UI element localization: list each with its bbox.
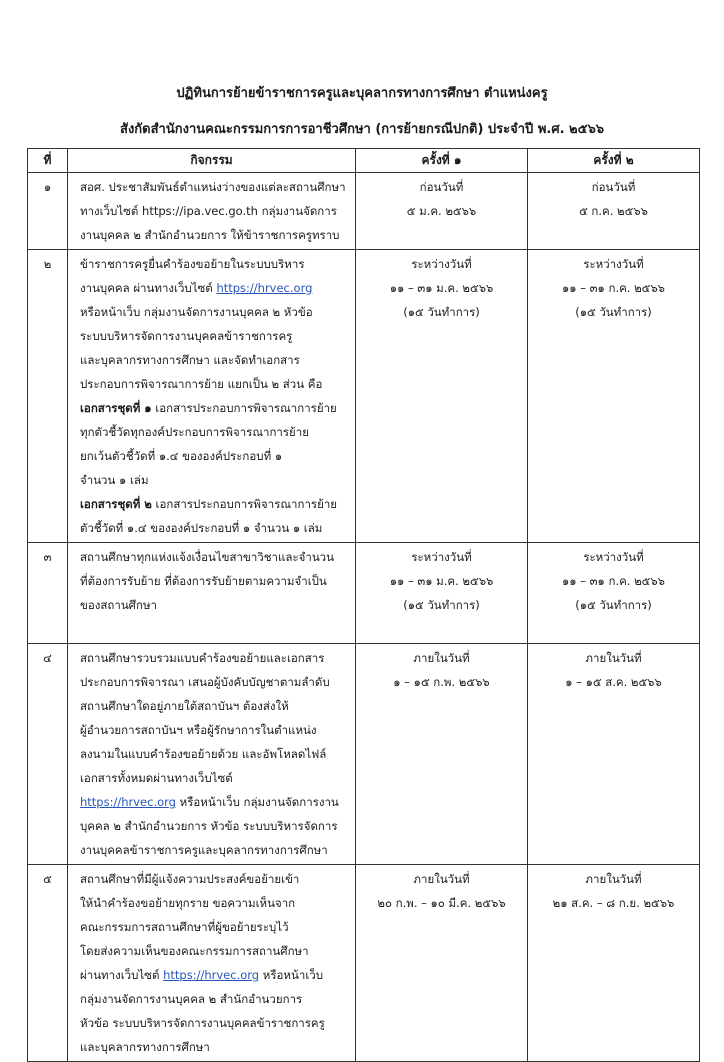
round1-date (356, 173, 528, 250)
activity-text: เอกสารประกอบการพิจารณาการย้าย (151, 401, 337, 415)
row-number: ๒ (28, 250, 68, 543)
date-label: ระหว่างวันที่ (411, 550, 472, 564)
date-label: ก่อนวันที่ (591, 180, 636, 194)
table-row (28, 173, 700, 250)
activity-cell (68, 865, 356, 1062)
activity-line: ของสถานศึกษา (80, 598, 157, 612)
header-activity: กิจกรรม (68, 149, 356, 173)
round1-date (356, 644, 528, 865)
activity-line (80, 396, 351, 420)
round2-date (528, 644, 700, 865)
activity-text: หรือหน้าเว็บ กลุ่มงานจัดการงาน (175, 795, 339, 809)
date-label: ภายในวันที่ (413, 651, 470, 665)
document-set-1-label: เอกสารชุดที่ ๑ (80, 401, 152, 415)
round1-date (356, 543, 528, 644)
activity-line: ประกอบการพิจารณาการย้าย แยกเป็น ๒ ส่วน คือ (80, 377, 323, 391)
table-row (28, 644, 700, 865)
date-label: ระหว่างวันที่ (583, 550, 644, 564)
row-number: ๕ (28, 865, 68, 1062)
date-value: ๒๐ ก.พ. – ๑๐ มี.ค. ๒๕๖๖ (377, 896, 506, 910)
table-row (28, 543, 700, 644)
document-subtitle: สังกัดสำนักงานคณะกรรมการการอาชีวศึกษา (การย้ายกรณีปกติ) ประจำปี พ.ศ. ๒๕๖๖ (120, 122, 604, 137)
activity-line: ที่ต้องการรับย้าย ที่ต้องการรับย้ายตามความจำเป็น (80, 574, 327, 588)
activity-line: สถานศึกษาใดอยู่ภายใต้สถาบันฯ ต้องส่งให้ (80, 699, 289, 713)
activity-line: ลงนามในแบบคำร้องขอย้ายด้วย และอัพโหลดไฟล์ (80, 747, 327, 761)
row-number: ๓ (28, 543, 68, 644)
activity-line: ยกเว้นตัวชี้วัดที่ ๑.๔ ขององค์ประกอบที่ ๑ (80, 449, 283, 463)
activity-cell (68, 543, 356, 644)
date-value: ๑๑ – ๓๑ ม.ค. ๒๕๖๖ (389, 574, 494, 588)
activity-line: สอศ. ประชาสัมพันธ์ตำแหน่งว่างของแต่ละสถานศึกษา (80, 180, 346, 194)
activity-line (80, 963, 351, 987)
activity-line: สถานศึกษาทุกแห่งแจ้งเงื่อนไขสาขาวิชาและจำนวน (80, 550, 335, 564)
activity-text: หรือหน้าเว็บ (259, 968, 324, 982)
row-number: ๑ (28, 173, 68, 250)
activity-cell (68, 250, 356, 543)
activity-text: ผ่านทางเว็บไซต์ (80, 968, 164, 982)
date-label: ภายในวันที่ (585, 651, 642, 665)
date-value: ๒๑ ส.ค. – ๘ ก.ย. ๒๕๖๖ (552, 896, 675, 910)
activity-cell (68, 173, 356, 250)
activity-line: งานบุคคลข้าราชการครูและบุคลากรทางการศึกษา (80, 843, 328, 857)
activity-line (80, 276, 351, 300)
header-no: ที่ (28, 149, 68, 173)
activity-line (80, 790, 351, 814)
activity-line: กลุ่มงานจัดการงานบุคคล ๒ สำนักอำนวยการ (80, 992, 303, 1006)
date-value: ๑ – ๑๕ ส.ค. ๒๕๖๖ (565, 675, 662, 689)
row-number: ๔ (28, 644, 68, 865)
date-label: ภายในวันที่ (413, 872, 470, 886)
activity-line: และบุคลากรทางการศึกษา (80, 1040, 210, 1054)
activity-line: ผู้อำนวยการสถาบันฯ หรือผู้รักษาการในตำแหน่ง (80, 723, 317, 737)
date-value: ๑๑ – ๓๑ ม.ค. ๒๕๖๖ (389, 281, 494, 295)
activity-text: งานบุคคล ผ่านทางเว็บไซต์ (80, 281, 217, 295)
activity-line: ประกอบการพิจารณา เสนอผู้บังคับบัญชาตามลำดับ (80, 675, 330, 689)
round2-date (528, 250, 700, 543)
activity-cell (68, 644, 356, 865)
activity-line: จำนวน ๑ เล่ม (80, 473, 149, 487)
date-label: ภายในวันที่ (585, 872, 642, 886)
date-label: ระหว่างวันที่ (583, 257, 644, 271)
date-value: ๕ ม.ค. ๒๕๖๖ (406, 204, 477, 218)
date-value: ๕ ก.ค. ๒๕๖๖ (579, 204, 648, 218)
activity-line: ทุกตัวชี้วัดทุกองค์ประกอบการพิจารณาการย้าย (80, 425, 309, 439)
activity-line: บุคคล ๒ สำนักอำนวยการ หัวข้อ ระบบบริหารจัดการ (80, 819, 338, 833)
table-row (28, 250, 700, 543)
date-value: ๑ – ๑๕ ก.พ. ๒๕๖๖ (393, 675, 490, 689)
activity-line: ระบบบริหารจัดการงานบุคคลข้าราชการครู (80, 329, 293, 343)
date-duration: (๑๕ วันทำการ) (575, 598, 652, 612)
table-header-row (28, 149, 700, 173)
spacer-line (80, 617, 351, 641)
date-value: ๑๑ – ๓๑ ก.ค. ๒๕๖๖ (562, 574, 665, 588)
date-value: ๑๑ – ๓๑ ก.ค. ๒๕๖๖ (562, 281, 665, 295)
round2-date (528, 865, 700, 1062)
hrvec-link[interactable]: https://hrvec.org (80, 795, 176, 809)
hrvec-link[interactable]: https://hrvec.org (163, 968, 260, 982)
activity-line: ข้าราชการครูยื่นคำร้องขอย้ายในระบบบริหาร (80, 257, 305, 271)
document-set-2-label: เอกสารชุดที่ ๒ (80, 497, 152, 511)
activity-line: หัวข้อ ระบบบริหารจัดการงานบุคคลข้าราชการครู (80, 1016, 325, 1030)
activity-line: สถานศึกษาที่มีผู้แจ้งความประสงค์ขอย้ายเข้า (80, 872, 300, 886)
round1-date (356, 865, 528, 1062)
activity-line: เอกสารทั้งหมดผ่านทางเว็บไซต์ (80, 771, 233, 785)
activity-line: งานบุคคล ๒ สำนักอำนวยการ ให้ข้าราชการครูทราบ (80, 228, 340, 242)
table-row (28, 865, 700, 1062)
activity-line (80, 492, 351, 516)
date-label: ระหว่างวันที่ (411, 257, 472, 271)
header-round2: ครั้งที่ ๒ (528, 149, 700, 173)
activity-line: ทางเว็บไซต์ https://ipa.vec.go.th กลุ่มงานจัดการ (80, 204, 337, 218)
activity-line: หรือหน้าเว็บ กลุ่มงานจัดการงานบุคคล ๒ หัวข้อ (80, 305, 313, 319)
round2-date (528, 173, 700, 250)
hrvec-link[interactable]: https://hrvec.org (216, 281, 313, 295)
header-round1: ครั้งที่ ๑ (356, 149, 528, 173)
schedule-table (27, 148, 700, 1062)
document-title: ปฏิทินการย้ายข้าราชการครูและบุคลากรทางการศึกษา ตำแหน่งครู (176, 86, 548, 101)
activity-line: ให้นำคำร้องขอย้ายทุกราย ขอความเห็นจาก (80, 896, 296, 910)
round2-date (528, 543, 700, 644)
round1-date (356, 250, 528, 543)
date-duration: (๑๕ วันทำการ) (575, 305, 652, 319)
date-duration: (๑๕ วันทำการ) (403, 598, 480, 612)
activity-line: คณะกรรมการสถานศึกษาที่ผู้ขอย้ายระบุไว้ (80, 920, 289, 934)
activity-line: โดยส่งความเห็นของคณะกรรมการสถานศึกษา (80, 944, 309, 958)
activity-line: สถานศึกษารวบรวมแบบคำร้องขอย้ายและเอกสาร (80, 651, 325, 665)
date-label: ก่อนวันที่ (419, 180, 464, 194)
activity-text: เอกสารประกอบการพิจารณาการย้าย (151, 497, 338, 511)
date-duration: (๑๕ วันทำการ) (403, 305, 480, 319)
activity-line: และบุคลากรทางการศึกษา และจัดทำเอกสาร (80, 353, 300, 367)
activity-line: ตัวชี้วัดที่ ๑.๔ ขององค์ประกอบที่ ๑ จำนวน ๑ เล่ม (80, 521, 323, 535)
